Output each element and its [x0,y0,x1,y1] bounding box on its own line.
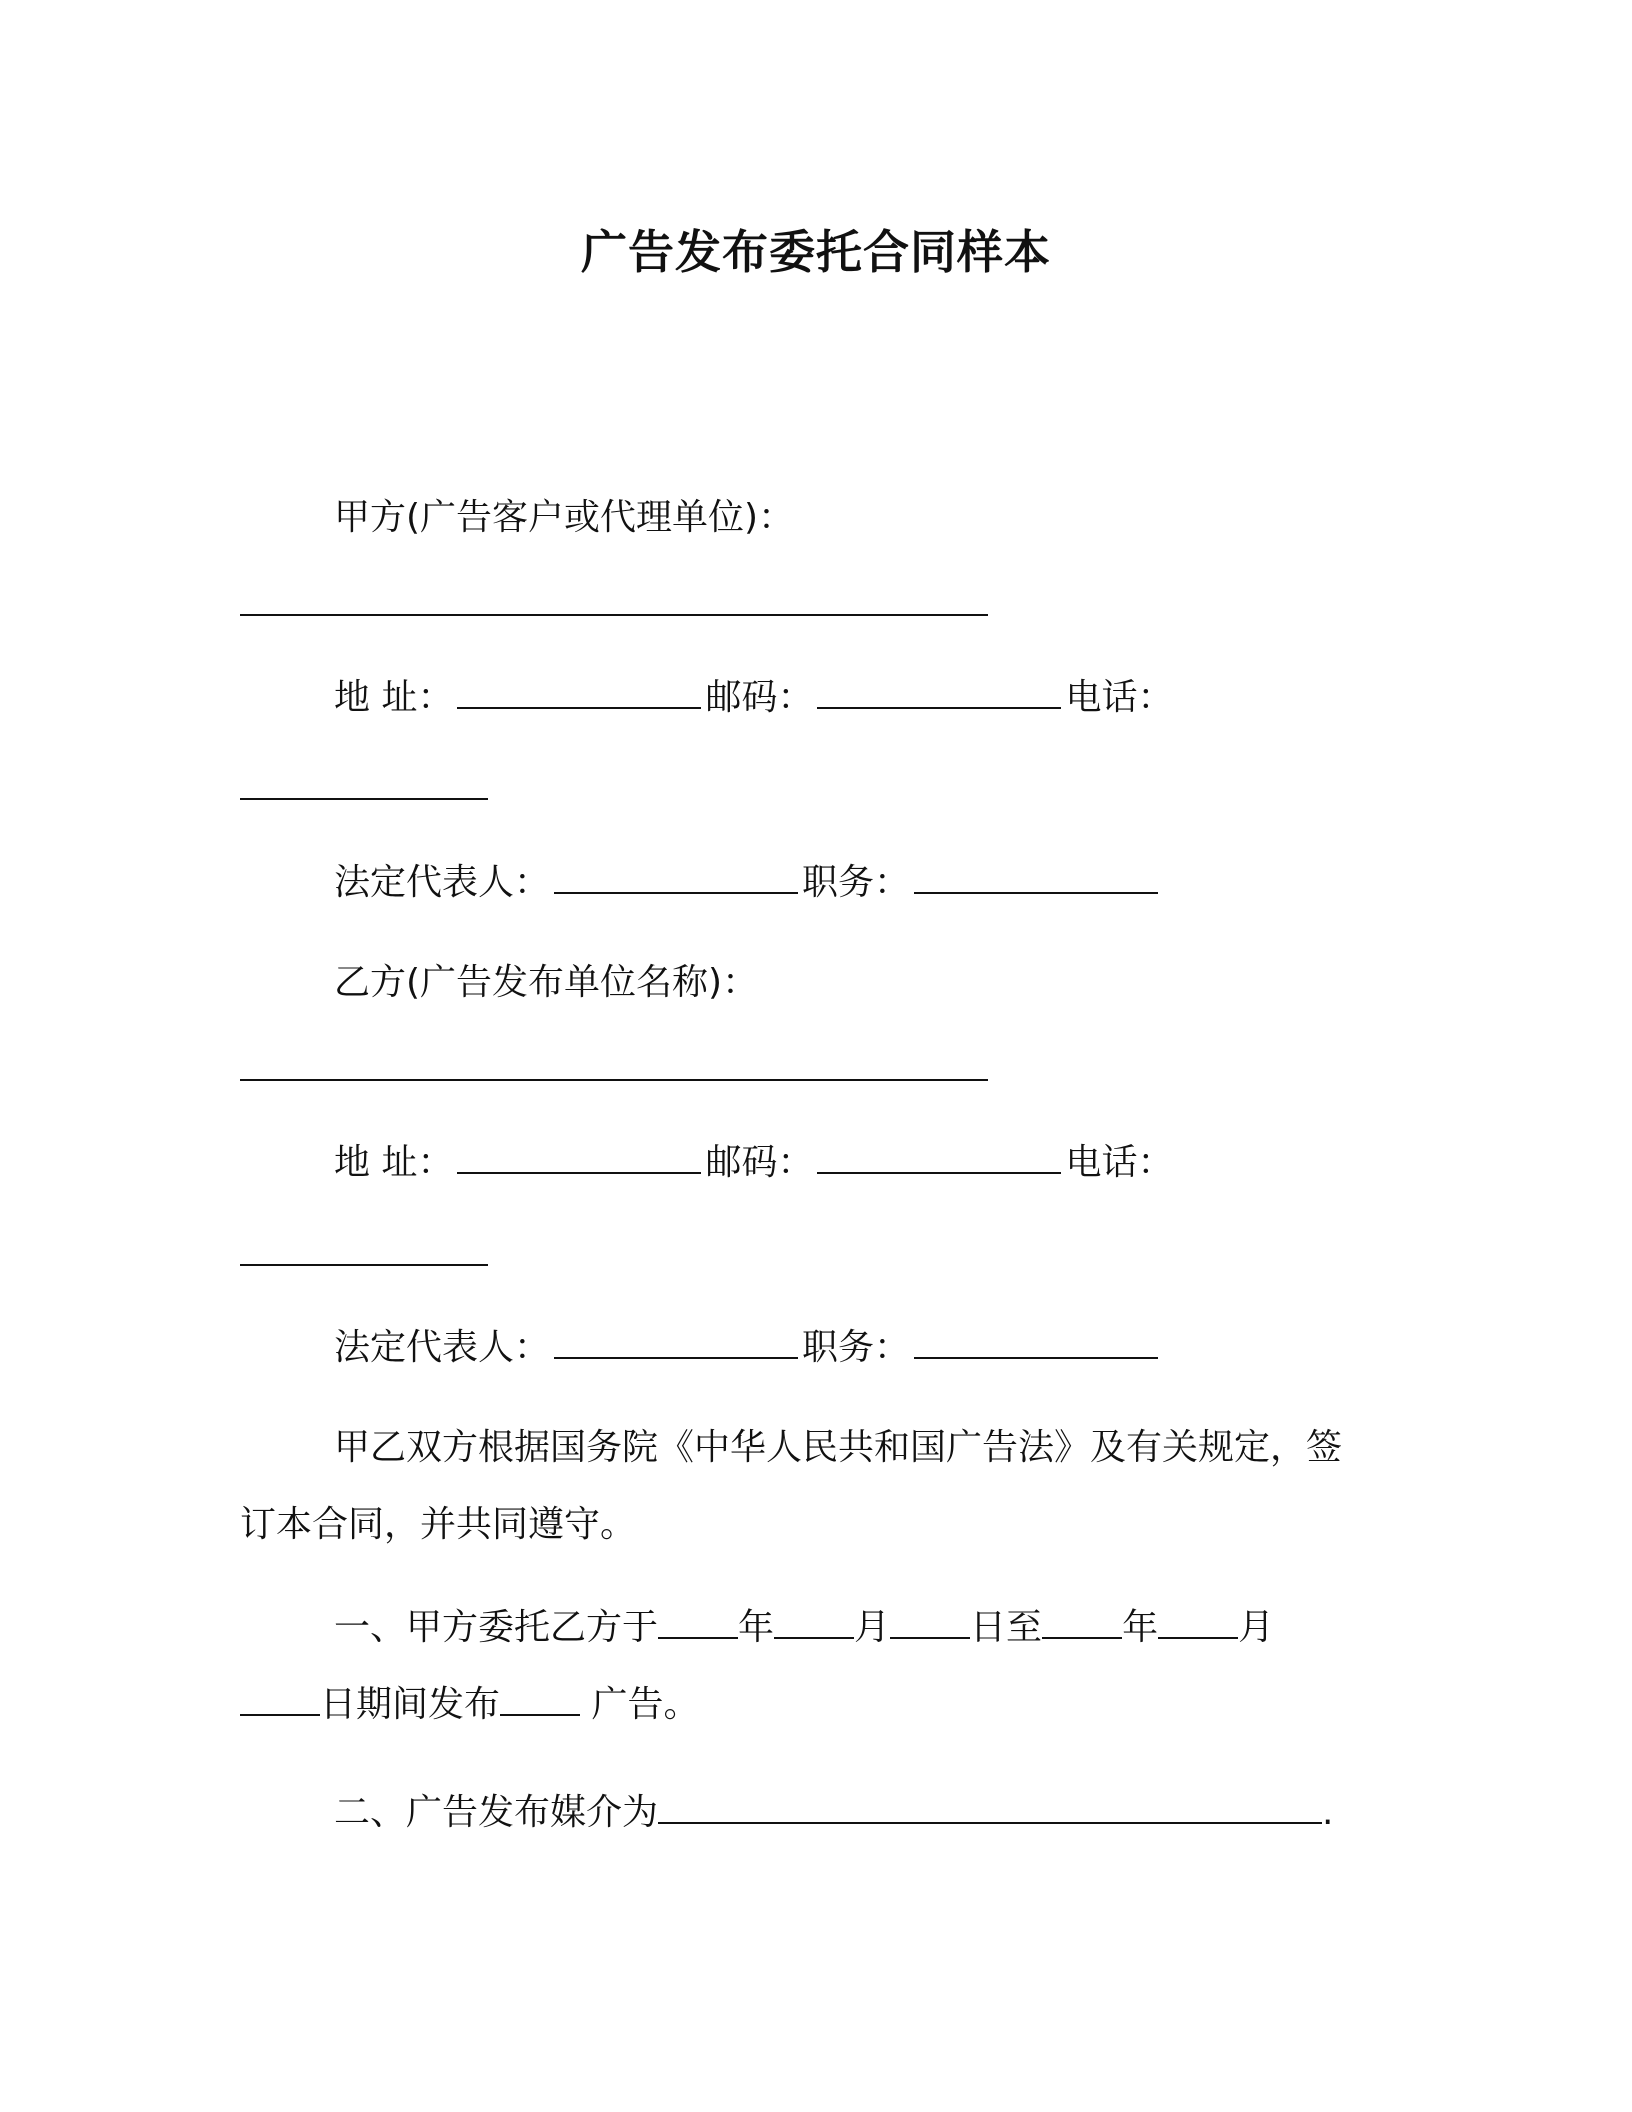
year-label: 年 [738,1607,775,1648]
party-a-phone-blank[interactable] [240,764,488,814]
clause-2 [334,1788,1333,1838]
year-label: 年 [1122,1607,1159,1648]
clause-1-text: 一、甲方委托乙方于 [334,1607,659,1648]
month-blank[interactable] [1158,1631,1238,1639]
postcode-blank[interactable] [817,701,1061,709]
phone-label: 电话： [1065,1142,1174,1183]
rep-blank[interactable] [554,1351,798,1359]
clause-2-end: . [1322,1792,1334,1833]
media-blank[interactable] [658,1816,1322,1824]
day-blank[interactable] [240,1708,320,1716]
ad-label: 广告。 [580,1684,700,1725]
clause-2-text: 二、广告发布媒介为 [334,1792,659,1833]
year-blank[interactable] [658,1631,738,1639]
party-b-rep-row [334,1323,1162,1373]
day-blank[interactable] [890,1631,970,1639]
blank-line[interactable] [240,608,988,616]
position-label: 职务： [802,1327,911,1368]
address-label: 地 址： [334,677,454,718]
address-blank[interactable] [457,701,701,709]
period-label: 日期间发布 [320,1684,501,1725]
party-b-contact-row [334,1138,1173,1188]
party-b-name-blank[interactable] [240,1045,988,1095]
month-label: 月 [854,1607,891,1648]
document-title: 广告发布委托合同样本 [581,225,1051,279]
party-a-name-blank[interactable] [240,580,988,630]
party-a-heading: 甲方(广告客户或代理单位)： [334,497,795,538]
clause-1-line-1 [334,1603,1274,1653]
party-b-heading: 乙方(广告发布单位名称)： [334,962,759,1003]
address-blank[interactable] [457,1166,701,1174]
preamble-line-1: 甲乙双方根据国务院《中华人民共和国广告法》及有关规定，签 [334,1427,1343,1468]
phone-blank[interactable] [240,792,488,800]
phone-blank[interactable] [240,1258,488,1266]
ad-blank[interactable] [500,1708,580,1716]
phone-label: 电话： [1065,677,1174,718]
postcode-label: 邮码： [705,677,814,718]
position-blank[interactable] [914,886,1158,894]
party-a-contact-row [334,673,1173,723]
rep-label: 法定代表人： [334,862,551,903]
position-blank[interactable] [914,1351,1158,1359]
year-blank[interactable] [1042,1631,1122,1639]
blank-line[interactable] [240,1073,988,1081]
party-a-rep-row [334,858,1162,908]
month-blank[interactable] [774,1631,854,1639]
preamble-line-2: 订本合同，并共同遵守。 [240,1504,637,1545]
position-label: 职务： [802,862,911,903]
party-b-phone-blank[interactable] [240,1230,488,1280]
month-label: 月 [1238,1607,1275,1648]
rep-blank[interactable] [554,886,798,894]
day-to-label: 日至 [970,1607,1043,1648]
postcode-blank[interactable] [817,1166,1061,1174]
address-label: 地 址： [334,1142,454,1183]
rep-label: 法定代表人： [334,1327,551,1368]
clause-1-line-2 [240,1680,699,1730]
postcode-label: 邮码： [705,1142,814,1183]
